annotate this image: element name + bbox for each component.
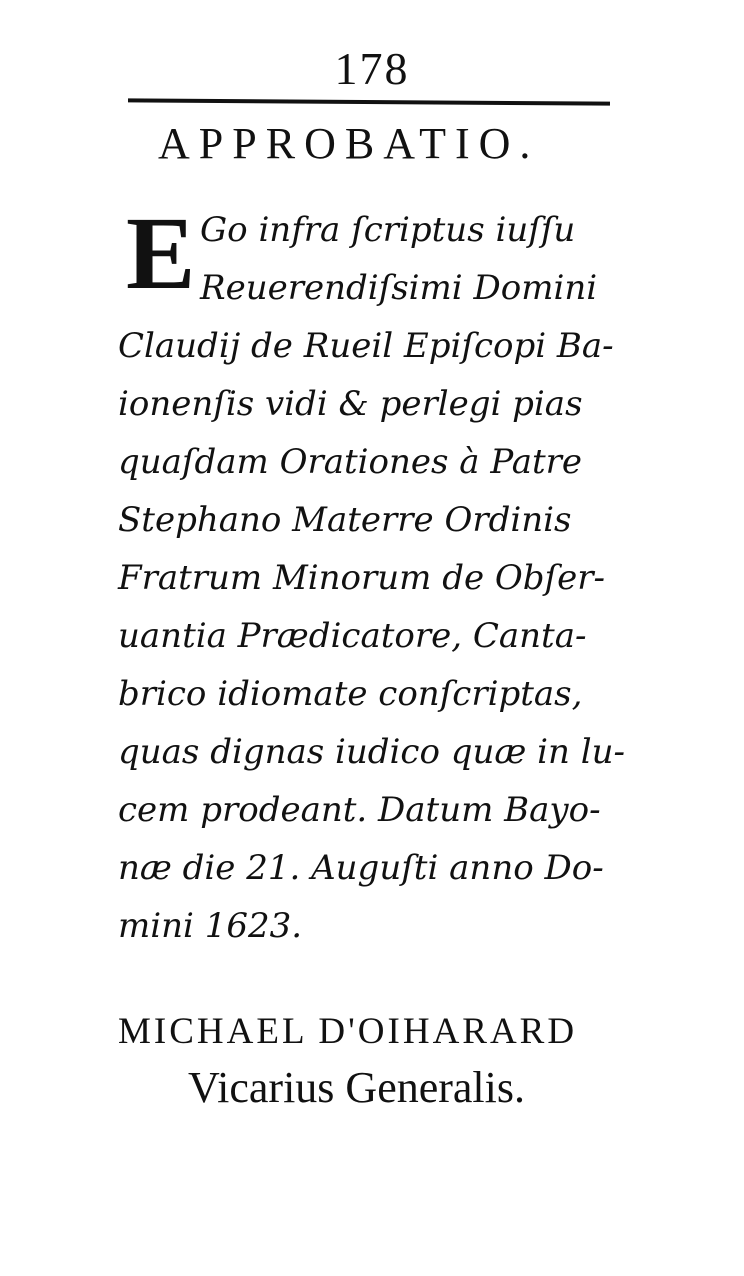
signatory-title: Vicarius Generalis. — [188, 1063, 526, 1112]
text-line: ionenſis vidi & perlegi pias — [118, 384, 583, 424]
page-heading: APPROBATIO. — [158, 119, 540, 168]
text-line: brico idiomate conſcriptas, — [118, 674, 583, 714]
signatory-name: MICHAEL D'OIHARARD — [118, 1011, 578, 1052]
text-line: Stephano Materre Ordinis — [118, 500, 572, 540]
text-line: quas dignas iudico quæ in lu- — [118, 732, 626, 772]
text-line: quaſdam Orationes à Patre — [118, 442, 583, 482]
text-line: Claudij de Rueil Epiſcopi Ba- — [118, 326, 614, 366]
page-number: 178 — [334, 43, 410, 94]
header-rule — [128, 98, 610, 105]
text-line: cem prodeant. Datum Bayo- — [118, 790, 601, 830]
text-line: Reuerendiſsimi Domini — [200, 268, 598, 308]
text-line: mini 1623. — [118, 906, 303, 946]
text-line: uantia Prædicatore, Canta- — [118, 616, 587, 656]
text-line: Go infra ſcriptus iuſſu — [200, 210, 576, 250]
text-line: Fratrum Minorum de Obſer- — [118, 558, 606, 598]
drop-cap: E — [126, 196, 196, 311]
text-line: næ die 21. Auguſti anno Do- — [118, 848, 604, 888]
